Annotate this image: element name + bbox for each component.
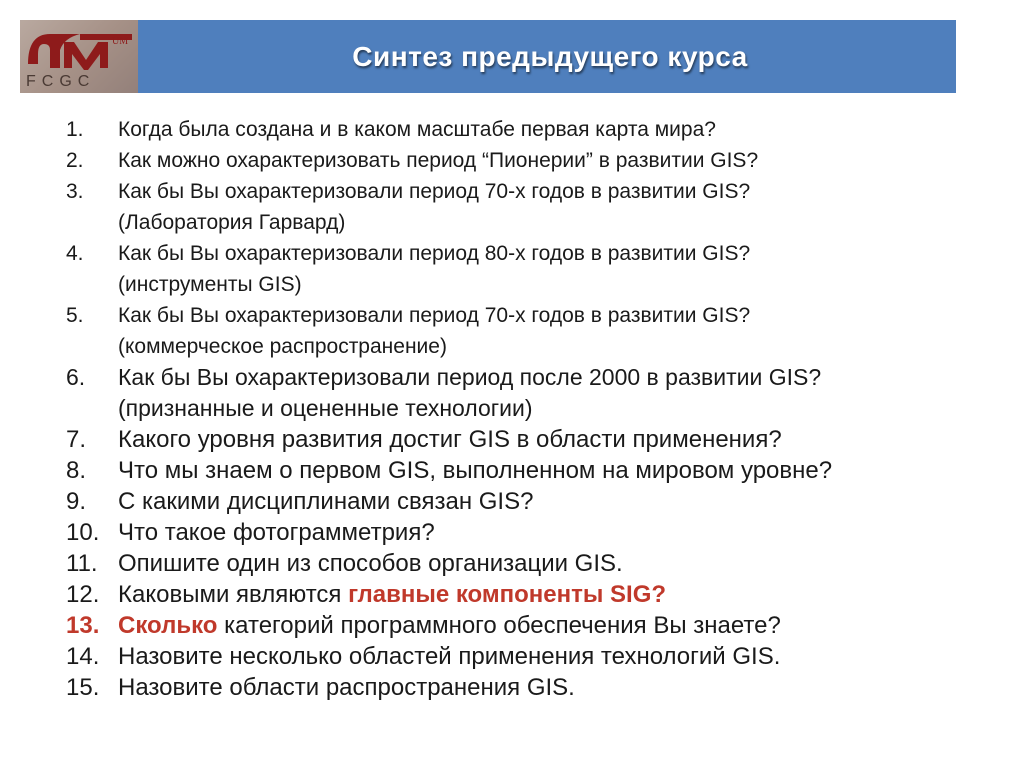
highlight-text: главные компоненты SIG? xyxy=(348,581,667,608)
item-text: Как можно охарактеризовать период “Пионерии” в развитии GIS? xyxy=(118,149,759,172)
logo xyxy=(20,20,138,93)
item-subtext: (коммерческое распространение) xyxy=(118,335,447,358)
list-item xyxy=(66,238,996,300)
item-text: Как бы Вы охарактеризовали период 80-х годов в развитии GIS? xyxy=(118,242,751,265)
question-list xyxy=(66,114,996,703)
item-number: 6. xyxy=(66,364,86,390)
item-number: 10. xyxy=(66,519,100,546)
item-text: Какого уровня развития достиг GIS в области применения? xyxy=(118,426,782,453)
item-text: Опишите один из способов организации GIS. xyxy=(118,550,623,577)
item-text: Как бы Вы охарактеризовали период 70-х годов в развитии GIS? xyxy=(118,180,751,203)
logo-subtext: FCGC xyxy=(26,73,96,90)
item-number: 1. xyxy=(66,118,84,141)
item-number: 9. xyxy=(66,488,87,515)
list-item xyxy=(66,455,996,486)
svg-text:UM: UM xyxy=(112,36,129,47)
item-text: Назовите области распространения GIS. xyxy=(118,674,575,701)
list-item xyxy=(66,114,996,145)
list-item xyxy=(66,641,996,672)
item-text: Что такое фотограмметрия? xyxy=(118,519,435,546)
item-number: 3. xyxy=(66,180,84,203)
item-number: 15. xyxy=(66,674,100,701)
list-item xyxy=(66,486,996,517)
item-text: Что мы знаем о первом GIS, выполненном на мировом уровне? xyxy=(118,457,833,484)
item-number: 5. xyxy=(66,304,84,327)
item-text: Назовите несколько областей применения технологий GIS. xyxy=(118,643,781,670)
item-text: Как бы Вы охарактеризовали период 70-х годов в развитии GIS? xyxy=(118,304,751,327)
list-item xyxy=(66,424,996,455)
item-number: 8. xyxy=(66,457,87,484)
list-item xyxy=(66,145,996,176)
list-item xyxy=(66,176,996,238)
item-text: Как бы Вы охарактеризовали период после 2000 в развитии GIS? xyxy=(118,364,822,390)
item-text: категорий программного обеспечения Вы знаете? xyxy=(217,612,781,639)
logo-mark-icon xyxy=(20,20,138,76)
item-number: 12. xyxy=(66,581,100,608)
item-number: 13. xyxy=(66,612,100,639)
list-item xyxy=(66,300,996,362)
item-text: С какими дисциплинами связан GIS? xyxy=(118,488,534,515)
list-item xyxy=(66,362,996,424)
item-number: 4. xyxy=(66,242,84,265)
item-number: 2. xyxy=(66,149,84,172)
list-item xyxy=(66,672,996,703)
item-text: Когда была создана и в каком масштабе первая карта мира? xyxy=(118,118,716,141)
item-number: 11. xyxy=(66,550,98,577)
highlight-text: Сколько xyxy=(118,612,218,639)
page-title: Синтез предыдущего курса xyxy=(352,41,748,72)
list-item xyxy=(66,548,996,579)
item-text: Каковыми являются xyxy=(118,581,349,608)
item-subtext: (инструменты GIS) xyxy=(118,273,302,296)
item-number: 7. xyxy=(66,426,87,453)
list-item xyxy=(66,517,996,548)
item-subtext: (признанные и оцененные технологии) xyxy=(118,395,533,421)
item-subtext: (Лаборатория Гарвард) xyxy=(118,211,346,234)
list-item xyxy=(66,610,996,641)
item-number: 14. xyxy=(66,643,100,670)
list-item xyxy=(66,579,996,610)
